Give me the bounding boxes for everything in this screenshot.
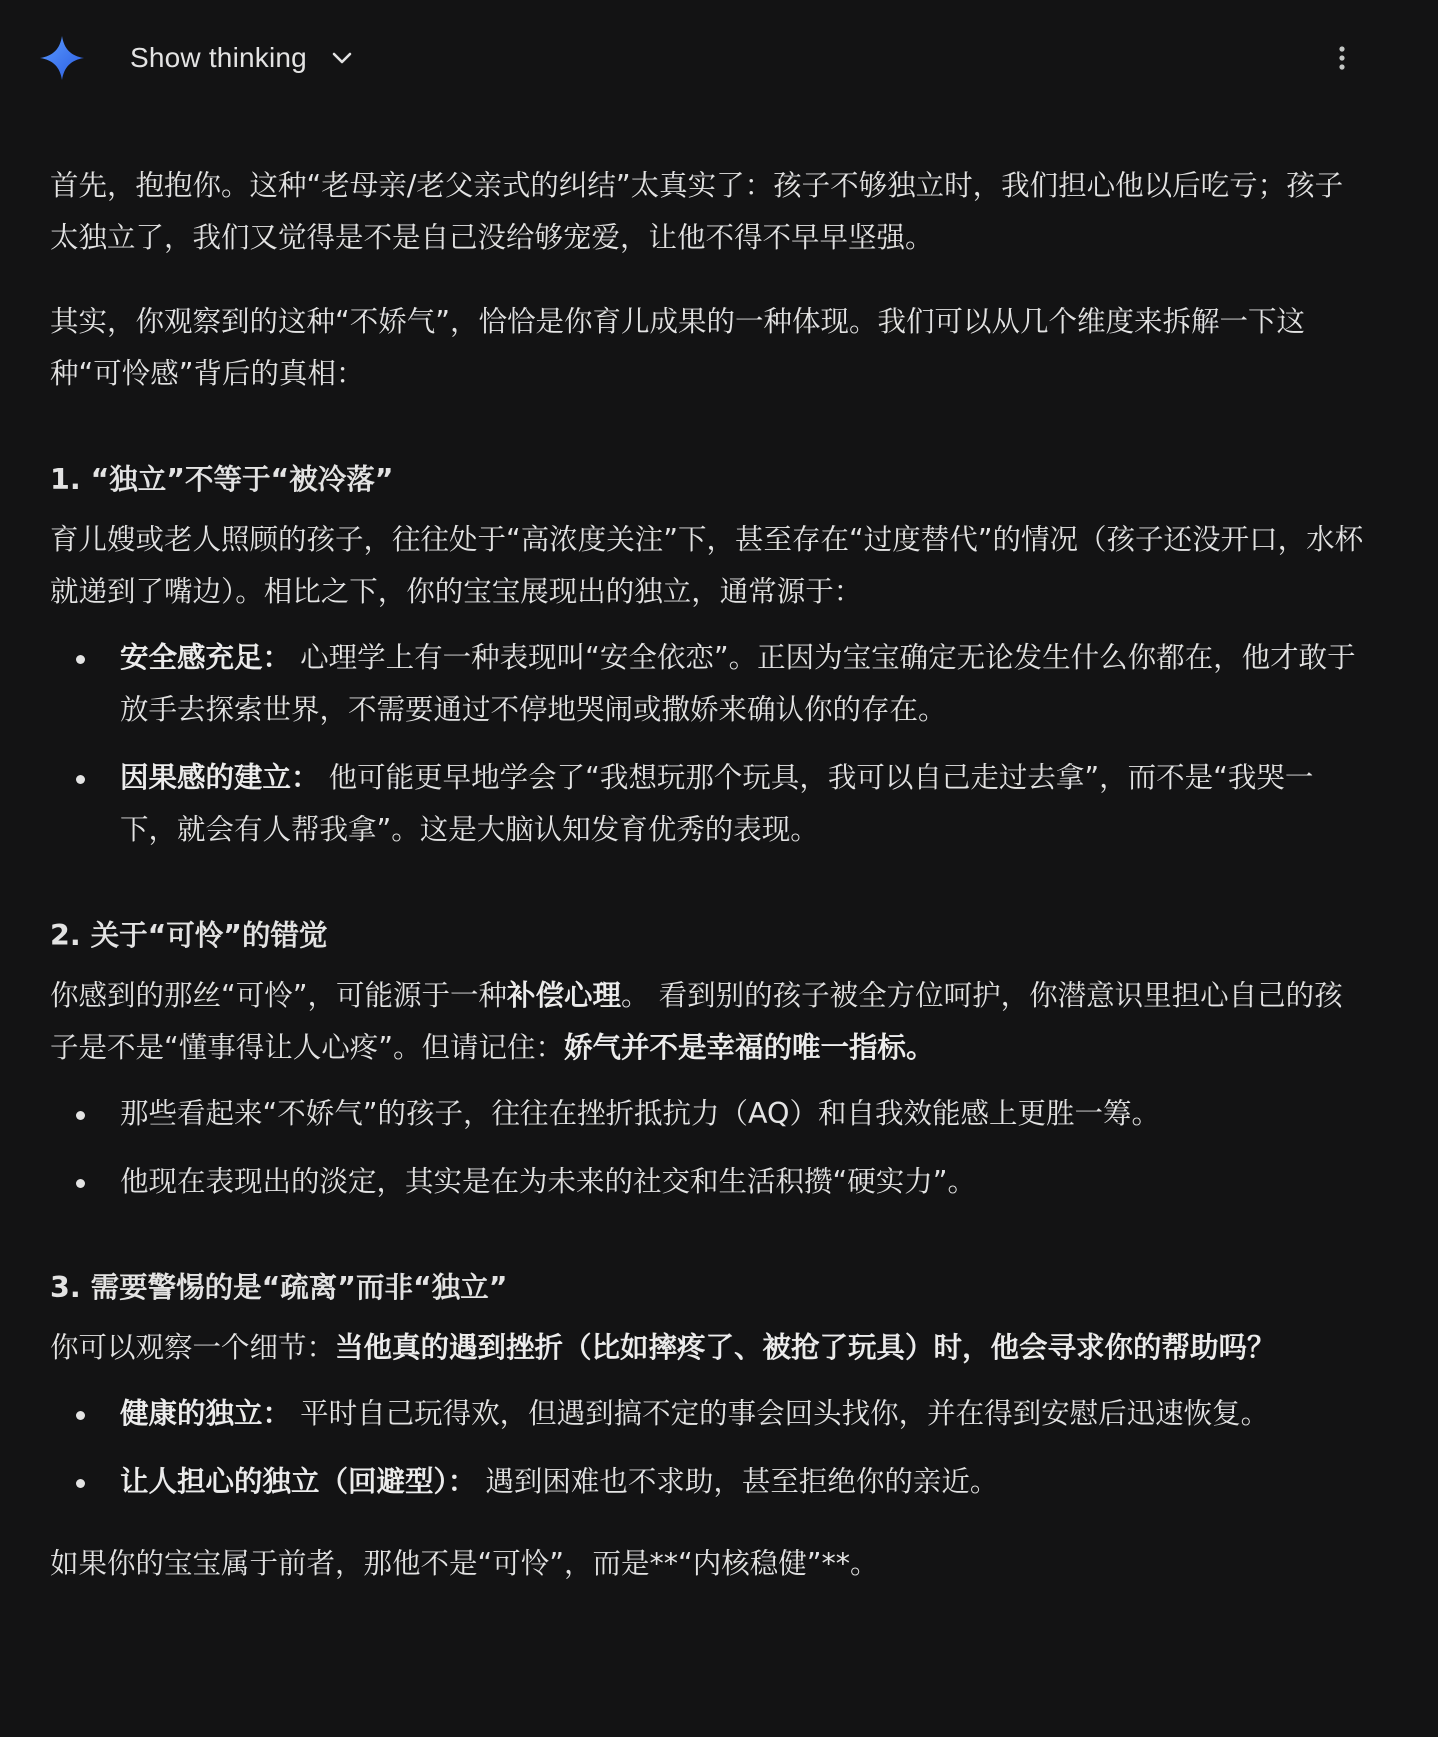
section-2-list (50, 1088, 1368, 1208)
chevron-down-icon (329, 45, 355, 71)
intro-paragraph-1: 首先，抱抱你。这种“老母亲/老父亲式的纠结”太真实了：孩子不够独立时，我们担心他以后吃亏；孩子太独立了，我们又觉得是不是自己没给够宠爱，让他不得不早早坚强。 (50, 169, 1344, 254)
list-item-term: 健康的独立： (120, 1397, 292, 1430)
list-item-text: 心理学上有一种表现叫“安全依恋”。正因为宝宝确定无论发生什么你都在，他才敢于放手去探索世界，不需要通过不停地哭闹或撒娇来确认你的存在。 (120, 641, 1356, 726)
section-3-emphasis: 当他真的遇到挫折（比如摔疼了、被抢了玩具）时，他会寻求你的帮助吗？ (335, 1331, 1276, 1364)
list-item (50, 632, 1368, 736)
list-item-text: 平时自己玩得欢，但遇到搞不定的事会回头找你，并在得到安慰后迅速恢复。 (291, 1397, 1270, 1430)
bullet-dot (76, 1411, 85, 1420)
section-2-body (50, 970, 1368, 1074)
section-3-body (50, 1322, 1368, 1374)
intro-paragraph-2: 其实，你观察到的这种“不娇气”，恰恰是你育儿成果的一种体现。我们可以从几个维度来拆解一下这种“可怜感”背后的真相： (50, 305, 1306, 390)
section-1-list (50, 632, 1368, 856)
section-1-heading: 1. “独立”不等于“被冷落” (50, 463, 394, 496)
list-item (50, 1156, 1368, 1208)
bullet-dot (76, 1179, 85, 1188)
list-item (50, 752, 1368, 856)
response-content (50, 160, 1368, 1590)
section-3-body-text: 你可以观察一个细节： (50, 1331, 336, 1364)
section-3-list (50, 1388, 1368, 1508)
show-thinking-label: Show thinking (130, 42, 307, 73)
list-item (50, 1088, 1368, 1140)
section-3-heading: 3. 需要警惕的是“疏离”而非“独立” (50, 1271, 508, 1304)
section-2-heading: 2. 关于“可怜”的错觉 (50, 919, 328, 952)
list-item (50, 1388, 1368, 1440)
more-options-button[interactable] (1322, 38, 1362, 82)
closing-paragraph: 如果你的宝宝属于前者，那他不是“可怜”，而是**“内核稳健”**。 (50, 1547, 879, 1580)
list-item (50, 1456, 1368, 1508)
list-item-term: 让人担心的独立（回避型）： (120, 1465, 477, 1498)
list-item-text: 他可能更早地学会了“我想玩那个玩具，我可以自己走过去拿”，而不是“我哭一下，就会有人帮我拿”。这是大脑认知发育优秀的表现。 (120, 761, 1314, 846)
section-1-body: 育儿嫂或老人照顾的孩子，往往处于“高浓度关注”下，甚至存在“过度替代”的情况（孩子还没开口，水杯就递到了嘴边）。相比之下，你的宝宝展现出的独立，通常源于： (50, 523, 1364, 608)
section-2-emphasis: 娇气并不是幸福的唯一指标。 (564, 1031, 935, 1064)
list-item-text: 他现在表现出的淡定，其实是在为未来的社交和生活积攒“硬实力”。 (120, 1165, 977, 1198)
section-2-emphasis: 补偿心理 (507, 979, 622, 1012)
list-item-text: 那些看起来“不娇气”的孩子，往往在挫折抵抗力（AQ）和自我效能感上更胜一筹。 (120, 1097, 1160, 1130)
section-2-body-text: 。 看到别的孩子被全方位呵护，你潜意识里担心自己的孩子是不是“懂事得让人心疼”。但请记住： (50, 979, 1343, 1064)
more-vertical-icon (1338, 45, 1346, 75)
list-item-term: 安全感充足： (120, 641, 292, 674)
response-header (0, 0, 1438, 116)
bullet-dot (76, 775, 85, 784)
list-item-text: 遇到困难也不求助，甚至拒绝你的亲近。 (476, 1465, 999, 1498)
section-2-body-text: 你感到的那丝“可怜”，可能源于一种 (50, 979, 508, 1012)
bullet-dot (76, 655, 85, 664)
gemini-sparkle-icon (38, 34, 86, 82)
bullet-dot (76, 1111, 85, 1120)
bullet-dot (76, 1479, 85, 1488)
list-item-term: 因果感的建立： (120, 761, 320, 794)
show-thinking-toggle[interactable] (130, 34, 355, 82)
